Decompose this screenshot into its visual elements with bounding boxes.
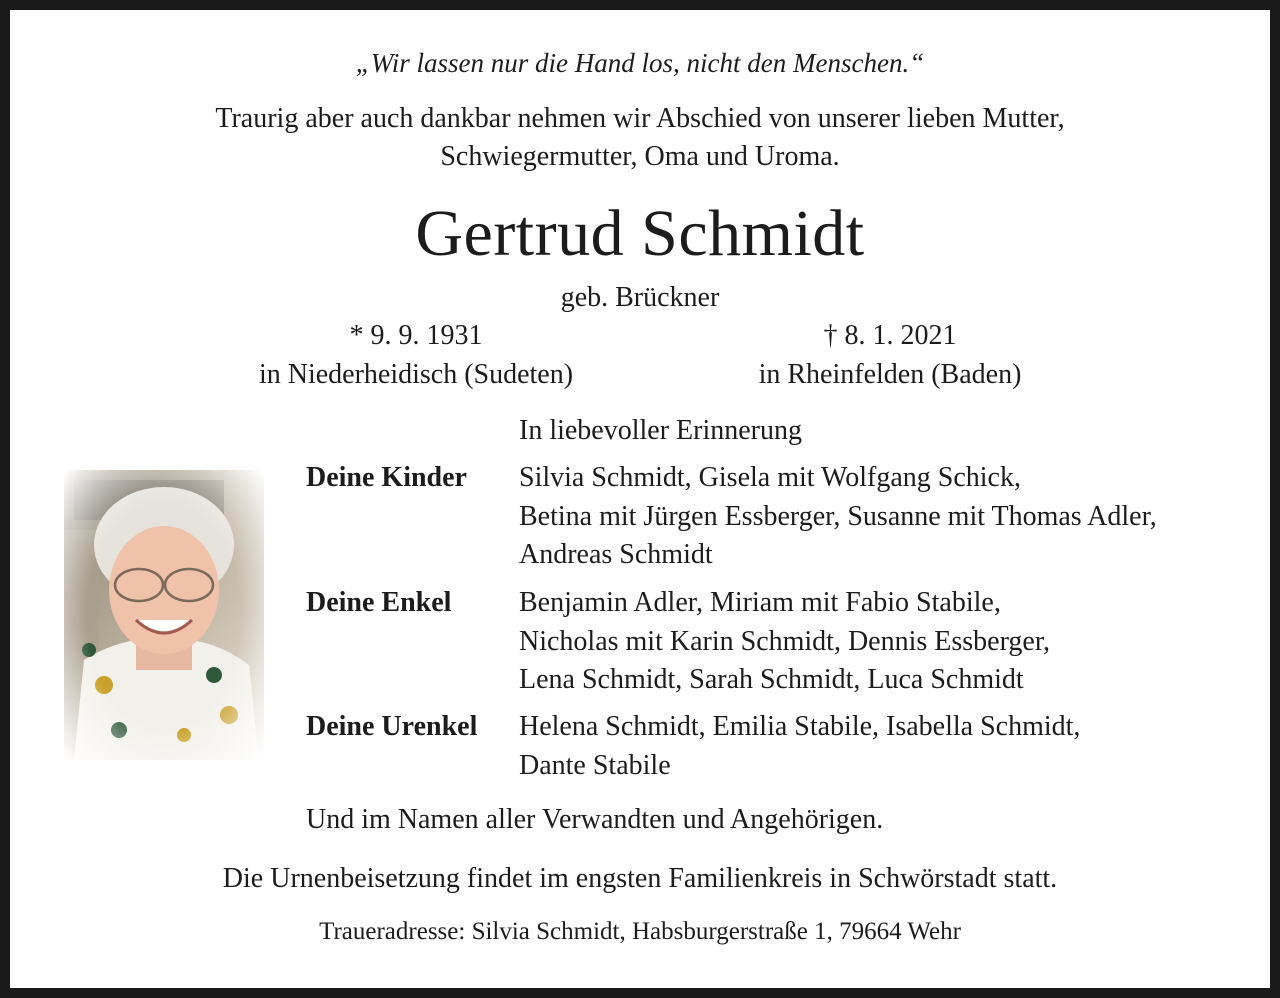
- relatives-line: Und im Namen aller Verwandten und Angehörigen.: [306, 804, 884, 835]
- memory-line: In liebevoller Erinnerung: [519, 415, 803, 446]
- died-place: in Rheinfelden (Baden): [758, 359, 1022, 390]
- family-name-line: Andreas Schmidt: [519, 539, 713, 570]
- intro-line-1: Traurig aber auch dankbar nehmen wir Abschied von unserer lieben Mutter,: [215, 103, 1065, 134]
- family-name-line: Helena Schmidt, Emilia Stabile, Isabella Schmidt,: [519, 711, 1081, 742]
- birth-name: geb. Brückner: [560, 282, 720, 313]
- portrait-image: [64, 470, 264, 760]
- family-label-kinder: Deine Kinder: [306, 462, 467, 493]
- family-names-kinder: [519, 459, 1157, 575]
- died-date: † 8. 1. 2021: [823, 320, 957, 351]
- family-name-line: Nicholas mit Karin Schmidt, Dennis Essberger,: [519, 625, 1051, 657]
- family-names-enkel: [519, 584, 1050, 700]
- deceased-name: Gertrud Schmidt: [415, 197, 865, 270]
- family-name-line: Silvia Schmidt, Gisela mit Wolfgang Schick,: [519, 462, 1021, 493]
- born-date: * 9. 9. 1931: [349, 320, 483, 351]
- family-name-line: Betina mit Jürgen Essberger, Susanne mit Thomas Adler,: [519, 500, 1157, 532]
- family-names-urenkel: [519, 708, 1080, 785]
- burial-note: Die Urnenbeisetzung findet im engsten Familienkreis in Schwörstadt statt.: [222, 863, 1058, 894]
- quote: „Wir lassen nur die Hand los, nicht den Menschen.“: [355, 48, 925, 78]
- portrait-photo: [64, 470, 264, 760]
- born-place: in Niederheidisch (Sudeten): [258, 359, 574, 390]
- family-label-urenkel: Deine Urenkel: [306, 711, 478, 742]
- family-name-line: Lena Schmidt, Sarah Schmidt, Luca Schmidt: [519, 664, 1024, 695]
- family-name-line: Benjamin Adler, Miriam mit Fabio Stabile,: [519, 587, 1001, 618]
- mourning-address: Traueradresse: Silvia Schmidt, Habsburgerstraße 1, 79664 Wehr: [319, 918, 961, 945]
- family-name-line: Dante Stabile: [519, 749, 671, 781]
- intro-line-2: Schwiegermutter, Oma und Uroma.: [440, 141, 840, 172]
- family-label-enkel: Deine Enkel: [306, 587, 452, 618]
